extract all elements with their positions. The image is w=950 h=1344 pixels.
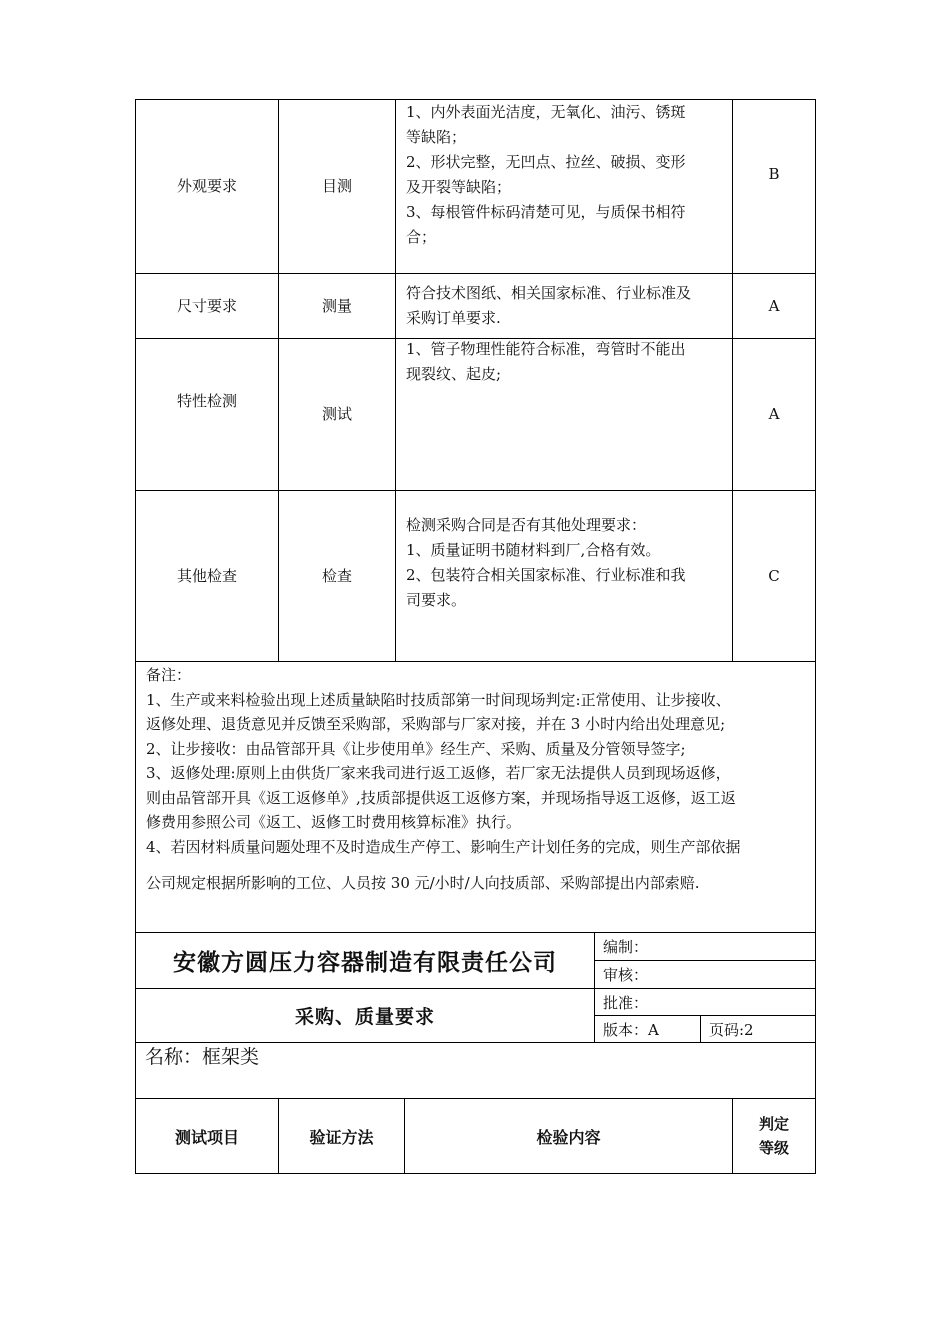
notes-line: 返修处理、退货意见并反馈至采购部，采购部与厂家对接，并在 3 小时内给出处理意见; (146, 715, 726, 733)
content-line: 3、每根管件标码清楚可见，与质保书相符 (406, 203, 686, 221)
content-line: 1、质量证明书随材料到厂,合格有效。 (406, 541, 661, 559)
notes-line: 3、返修处理:原则上由供货厂家来我司进行返工返修，若厂家无法提供人员到现场返修， (146, 764, 731, 782)
content-line: 司要求。 (406, 591, 467, 609)
column-header-grade-line2: 等级 (758, 1139, 789, 1157)
column-header-content: 检验内容 (536, 1127, 601, 1147)
content-line: 2、包装符合相关国家标准、行业标准和我 (406, 566, 686, 584)
table-border-right (815, 99, 816, 1174)
row-3-grade: A (768, 405, 780, 423)
content-line: 现裂纹、起皮; (406, 365, 502, 383)
content-line: 检测采购合同是否有其他处理要求： (406, 516, 647, 534)
row-3-method: 测试 (321, 405, 352, 423)
column-header-grade (733, 1099, 815, 1173)
row-4-grade: C (768, 566, 780, 585)
reviewed-by-label: 审核： (603, 966, 649, 984)
company-name: 安徽方圆压力容器制造有限责任公司 (173, 950, 557, 976)
version-label: 版本：A (603, 1020, 659, 1039)
row-3-content (396, 337, 732, 387)
column-header-item: 测试项目 (174, 1127, 239, 1147)
row-4-item: 其他检查 (176, 566, 237, 585)
row-1-grade: B (768, 164, 780, 183)
row-divider (135, 661, 816, 662)
content-line: 合； (406, 228, 437, 246)
row-2-item: 尺寸要求 (176, 296, 237, 315)
row-4-content (396, 513, 732, 613)
row-2-content (396, 281, 732, 331)
notes-block (136, 663, 815, 896)
notes-line: 4、若因材料质量问题处理不及时造成生产停工、影响生产计划任务的完成，则生产部依据 (146, 837, 741, 856)
compiled-by-label: 编制： (603, 938, 649, 956)
item-name: 名称：框架类 (145, 1046, 260, 1068)
content-line: 1、内外表面光洁度，无氧化、油污、锈斑 (406, 103, 686, 121)
notes-title: 备注： (146, 666, 192, 684)
content-line: 2、形状完整，无凹点、拉丝、破损、变形 (406, 153, 686, 171)
row-4-method: 检查 (321, 566, 352, 585)
approved-by-label: 批准： (603, 993, 649, 1012)
notes-line: 1、生产或来料检验出现上述质量缺陷时技质部第一时间现场判定:正常使用、让步接收、 (146, 690, 731, 709)
content-line: 1、管子物理性能符合标准，弯管时不能出 (406, 340, 686, 358)
row-1-content (396, 100, 732, 250)
row-1-method: 目测 (321, 177, 352, 195)
column-header-grade-line1: 判定 (758, 1115, 789, 1133)
row-3-item: 特性检测 (176, 391, 237, 410)
column-header-method: 验证方法 (309, 1127, 374, 1147)
content-line: 及开裂等缺陷； (406, 178, 512, 196)
row-2-grade: A (768, 296, 780, 315)
document-title: 采购、质量要求 (294, 1006, 435, 1028)
page-number-label: 页码:2 (709, 1020, 754, 1039)
notes-line: 2、让步接收：由品管部开具《让步使用单》经生产、采购、质量及分管领导签字; (146, 739, 686, 758)
notes-line: 修费用参照公司《返工、返修工时费用核算标准》执行。 (146, 813, 522, 831)
notes-line: 公司规定根据所影响的工位、人员按 30 元/小时/人向技质部、采购部提出内部索赔. (146, 874, 700, 892)
content-line: 采购订单要求. (406, 309, 501, 327)
content-line: 符合技术图纸、相关国家标准、行业标准及 (406, 284, 692, 302)
content-line: 等缺陷； (406, 128, 467, 146)
table-border-bottom (135, 1173, 816, 1174)
row-2-method: 测量 (321, 296, 352, 315)
notes-line: 则由品管部开具《返工返修单》,技质部提供返工返修方案，并现场指导返工返修，返工返 (146, 788, 736, 807)
row-1-item: 外观要求 (176, 177, 237, 195)
